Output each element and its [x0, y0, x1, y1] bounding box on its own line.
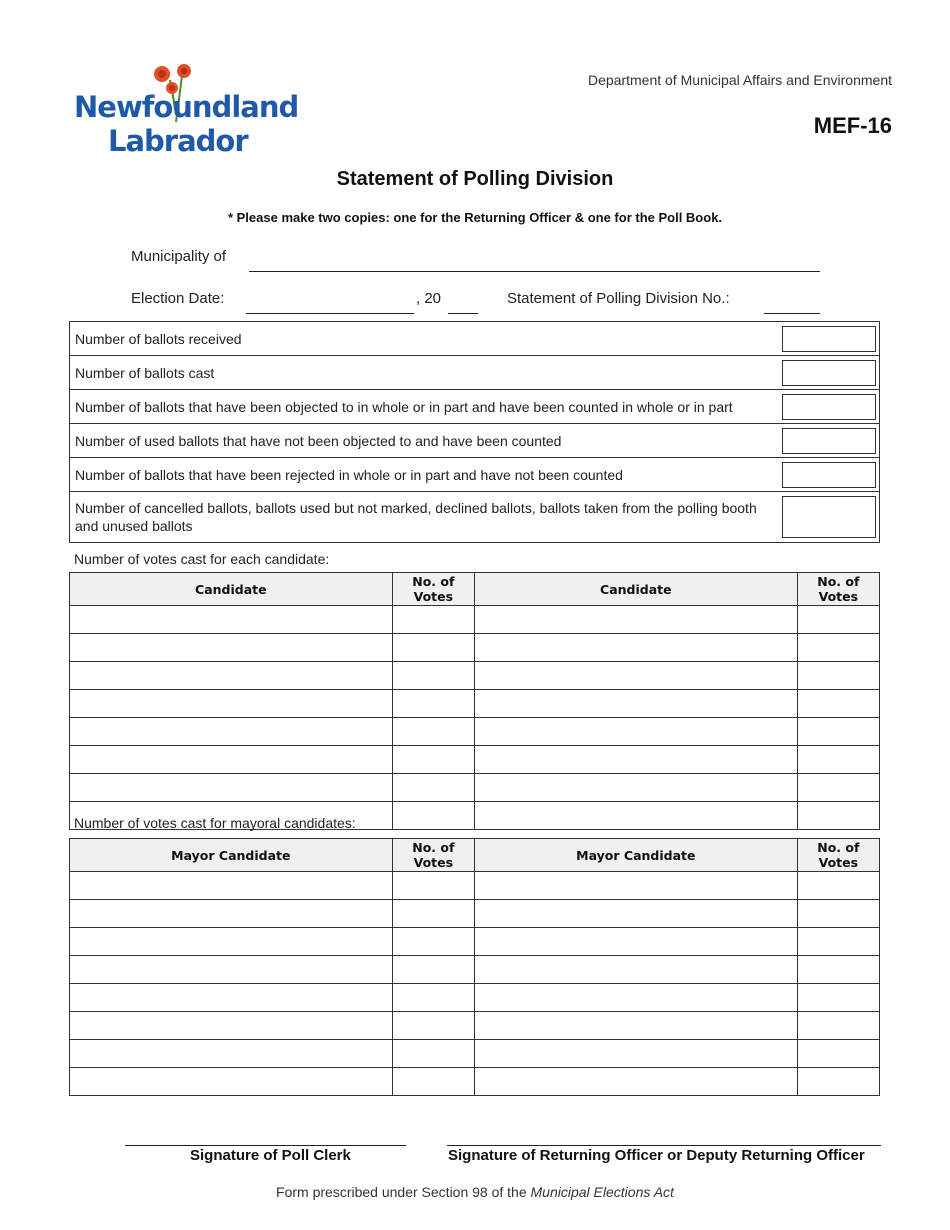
candidate-cell[interactable]: [70, 662, 393, 690]
votes-cell[interactable]: [392, 690, 474, 718]
votes-cell[interactable]: [797, 606, 879, 634]
summary-label: Number of ballots that have been rejected in whole or in part and have not been counted: [70, 458, 783, 492]
table-row: [70, 746, 880, 774]
col-header-votes: No. of Votes: [797, 839, 879, 872]
mayor-candidate-cell[interactable]: [70, 928, 393, 956]
table-row: [70, 606, 880, 634]
candidate-cell[interactable]: [474, 606, 797, 634]
candidate-cell[interactable]: [474, 718, 797, 746]
votes-cell[interactable]: [392, 774, 474, 802]
department-name: Department of Municipal Affairs and Environment: [587, 72, 892, 88]
municipality-field[interactable]: [249, 271, 820, 272]
mayoral-votes-table: [69, 838, 880, 1096]
footer-act-name: Municipal Elections Act: [530, 1184, 674, 1200]
page-title: Statement of Polling Division: [336, 168, 614, 190]
ballots-cancelled-input[interactable]: [782, 496, 876, 538]
votes-cell[interactable]: [392, 1068, 474, 1096]
returning-officer-signature-line[interactable]: [447, 1145, 881, 1146]
col-header-candidate: Candidate: [474, 573, 797, 606]
mayor-candidate-cell[interactable]: [70, 900, 393, 928]
table-row: [70, 634, 880, 662]
table-row: [70, 662, 880, 690]
ballots-rejected-input[interactable]: [782, 462, 876, 488]
returning-officer-signature-label: Signature of Returning Officer or Deputy Returning Officer: [448, 1147, 865, 1164]
year-prefix: , 20: [416, 290, 442, 307]
votes-cell[interactable]: [392, 606, 474, 634]
candidate-cell[interactable]: [474, 690, 797, 718]
candidate-cell[interactable]: [70, 634, 393, 662]
summary-row: [70, 458, 880, 492]
votes-cell[interactable]: [392, 984, 474, 1012]
newfoundland-labrador-logo: [72, 62, 299, 158]
year-field[interactable]: [448, 313, 478, 314]
poll-clerk-signature-label: Signature of Poll Clerk: [190, 1147, 351, 1164]
table-row: [70, 900, 880, 928]
mayor-candidate-cell[interactable]: [474, 1068, 797, 1096]
mayor-candidate-cell[interactable]: [474, 1040, 797, 1068]
mayor-candidate-cell[interactable]: [474, 1012, 797, 1040]
mayor-candidate-cell[interactable]: [474, 872, 797, 900]
summary-row: [70, 424, 880, 458]
votes-cell[interactable]: [797, 928, 879, 956]
votes-cell[interactable]: [392, 634, 474, 662]
summary-label: Number of cancelled ballots, ballots used but not marked, declined ballots, ballots taken from the polling booth and unused ballots: [70, 492, 783, 543]
candidate-cell[interactable]: [70, 690, 393, 718]
mayor-candidate-cell[interactable]: [70, 1068, 393, 1096]
candidates-section-label: Number of votes cast for each candidate:: [74, 551, 330, 567]
election-date-label: Election Date:: [131, 290, 225, 307]
col-header-mayor-candidate: Mayor Candidate: [70, 839, 393, 872]
summary-label: Number of ballots that have been objected to in whole or in part and have been counted in whole or in part: [70, 390, 783, 424]
summary-row: [70, 492, 880, 543]
summary-label: Number of ballots received: [70, 322, 783, 356]
votes-cell[interactable]: [797, 690, 879, 718]
mayor-candidate-cell[interactable]: [474, 928, 797, 956]
votes-cell[interactable]: [797, 1012, 879, 1040]
mayor-candidate-cell[interactable]: [70, 956, 393, 984]
candidate-votes-table: [69, 572, 880, 830]
votes-cell[interactable]: [797, 984, 879, 1012]
mayor-candidate-cell[interactable]: [474, 956, 797, 984]
candidate-cell[interactable]: [70, 606, 393, 634]
ballots-cast-input[interactable]: [782, 360, 876, 386]
table-row: [70, 1012, 880, 1040]
mayoral-section-label: Number of votes cast for mayoral candidates:: [74, 815, 356, 831]
mayor-candidate-cell[interactable]: [70, 872, 393, 900]
table-row: [70, 984, 880, 1012]
table-row: [70, 690, 880, 718]
mayor-candidate-cell[interactable]: [70, 1040, 393, 1068]
col-header-votes: No. of Votes: [797, 573, 879, 606]
votes-cell[interactable]: [392, 1040, 474, 1068]
ballots-received-input[interactable]: [782, 326, 876, 352]
logo-word-labrador: Labrador: [108, 124, 248, 158]
candidate-cell[interactable]: [474, 746, 797, 774]
candidate-cell[interactable]: [474, 774, 797, 802]
col-header-candidate: Candidate: [70, 573, 393, 606]
summary-row: [70, 356, 880, 390]
votes-cell[interactable]: [797, 900, 879, 928]
division-number-label: Statement of Polling Division No.:: [507, 290, 730, 307]
footer-text: Form prescribed under Section 98 of the: [276, 1184, 531, 1200]
table-row: [70, 1068, 880, 1096]
election-date-field[interactable]: [246, 313, 414, 314]
footer-note: [0, 1184, 950, 1200]
summary-label: Number of used ballots that have not been objected to and have been counted: [70, 424, 783, 458]
votes-cell[interactable]: [797, 774, 879, 802]
table-row: [70, 774, 880, 802]
col-header-mayor-candidate: Mayor Candidate: [474, 839, 797, 872]
candidate-cell[interactable]: [474, 634, 797, 662]
poll-clerk-signature-line[interactable]: [125, 1145, 406, 1146]
mayor-candidate-cell[interactable]: [474, 900, 797, 928]
municipality-label: Municipality of: [131, 248, 227, 265]
ballots-objected-counted-input[interactable]: [782, 394, 876, 420]
votes-cell[interactable]: [392, 872, 474, 900]
votes-cell[interactable]: [392, 900, 474, 928]
form-number: MEF-16: [813, 113, 892, 138]
votes-cell[interactable]: [797, 746, 879, 774]
votes-cell[interactable]: [392, 718, 474, 746]
col-header-votes: No. of Votes: [392, 839, 474, 872]
candidate-cell[interactable]: [474, 802, 797, 830]
votes-cell[interactable]: [392, 956, 474, 984]
candidate-cell[interactable]: [70, 746, 393, 774]
table-row: [70, 928, 880, 956]
candidate-cell[interactable]: [70, 774, 393, 802]
candidate-cell[interactable]: [70, 718, 393, 746]
votes-cell[interactable]: [797, 634, 879, 662]
summary-label: Number of ballots cast: [70, 356, 783, 390]
mayor-candidate-cell[interactable]: [70, 1012, 393, 1040]
ballots-not-objected-input[interactable]: [782, 428, 876, 454]
col-header-votes: No. of Votes: [392, 573, 474, 606]
table-row: [70, 872, 880, 900]
votes-cell[interactable]: [797, 662, 879, 690]
votes-cell[interactable]: [392, 662, 474, 690]
summary-row: [70, 322, 880, 356]
mayor-candidate-cell[interactable]: [474, 984, 797, 1012]
table-row: [70, 718, 880, 746]
votes-cell[interactable]: [797, 1068, 879, 1096]
table-row: [70, 1040, 880, 1068]
votes-cell[interactable]: [797, 718, 879, 746]
votes-cell[interactable]: [392, 802, 474, 830]
mayor-candidate-cell[interactable]: [70, 984, 393, 1012]
votes-cell[interactable]: [392, 928, 474, 956]
votes-cell[interactable]: [797, 802, 879, 830]
ballot-summary-table: [69, 321, 880, 543]
logo-word-newfoundland: Newfoundland: [74, 90, 299, 124]
table-row: [70, 956, 880, 984]
summary-row: [70, 390, 880, 424]
votes-cell[interactable]: [797, 1040, 879, 1068]
votes-cell[interactable]: [797, 956, 879, 984]
votes-cell[interactable]: [392, 1012, 474, 1040]
copies-note: * Please make two copies: one for the Returning Officer & one for the Poll Book.: [227, 210, 723, 225]
votes-cell[interactable]: [392, 746, 474, 774]
votes-cell[interactable]: [797, 872, 879, 900]
candidate-cell[interactable]: [474, 662, 797, 690]
division-number-field[interactable]: [764, 313, 820, 314]
